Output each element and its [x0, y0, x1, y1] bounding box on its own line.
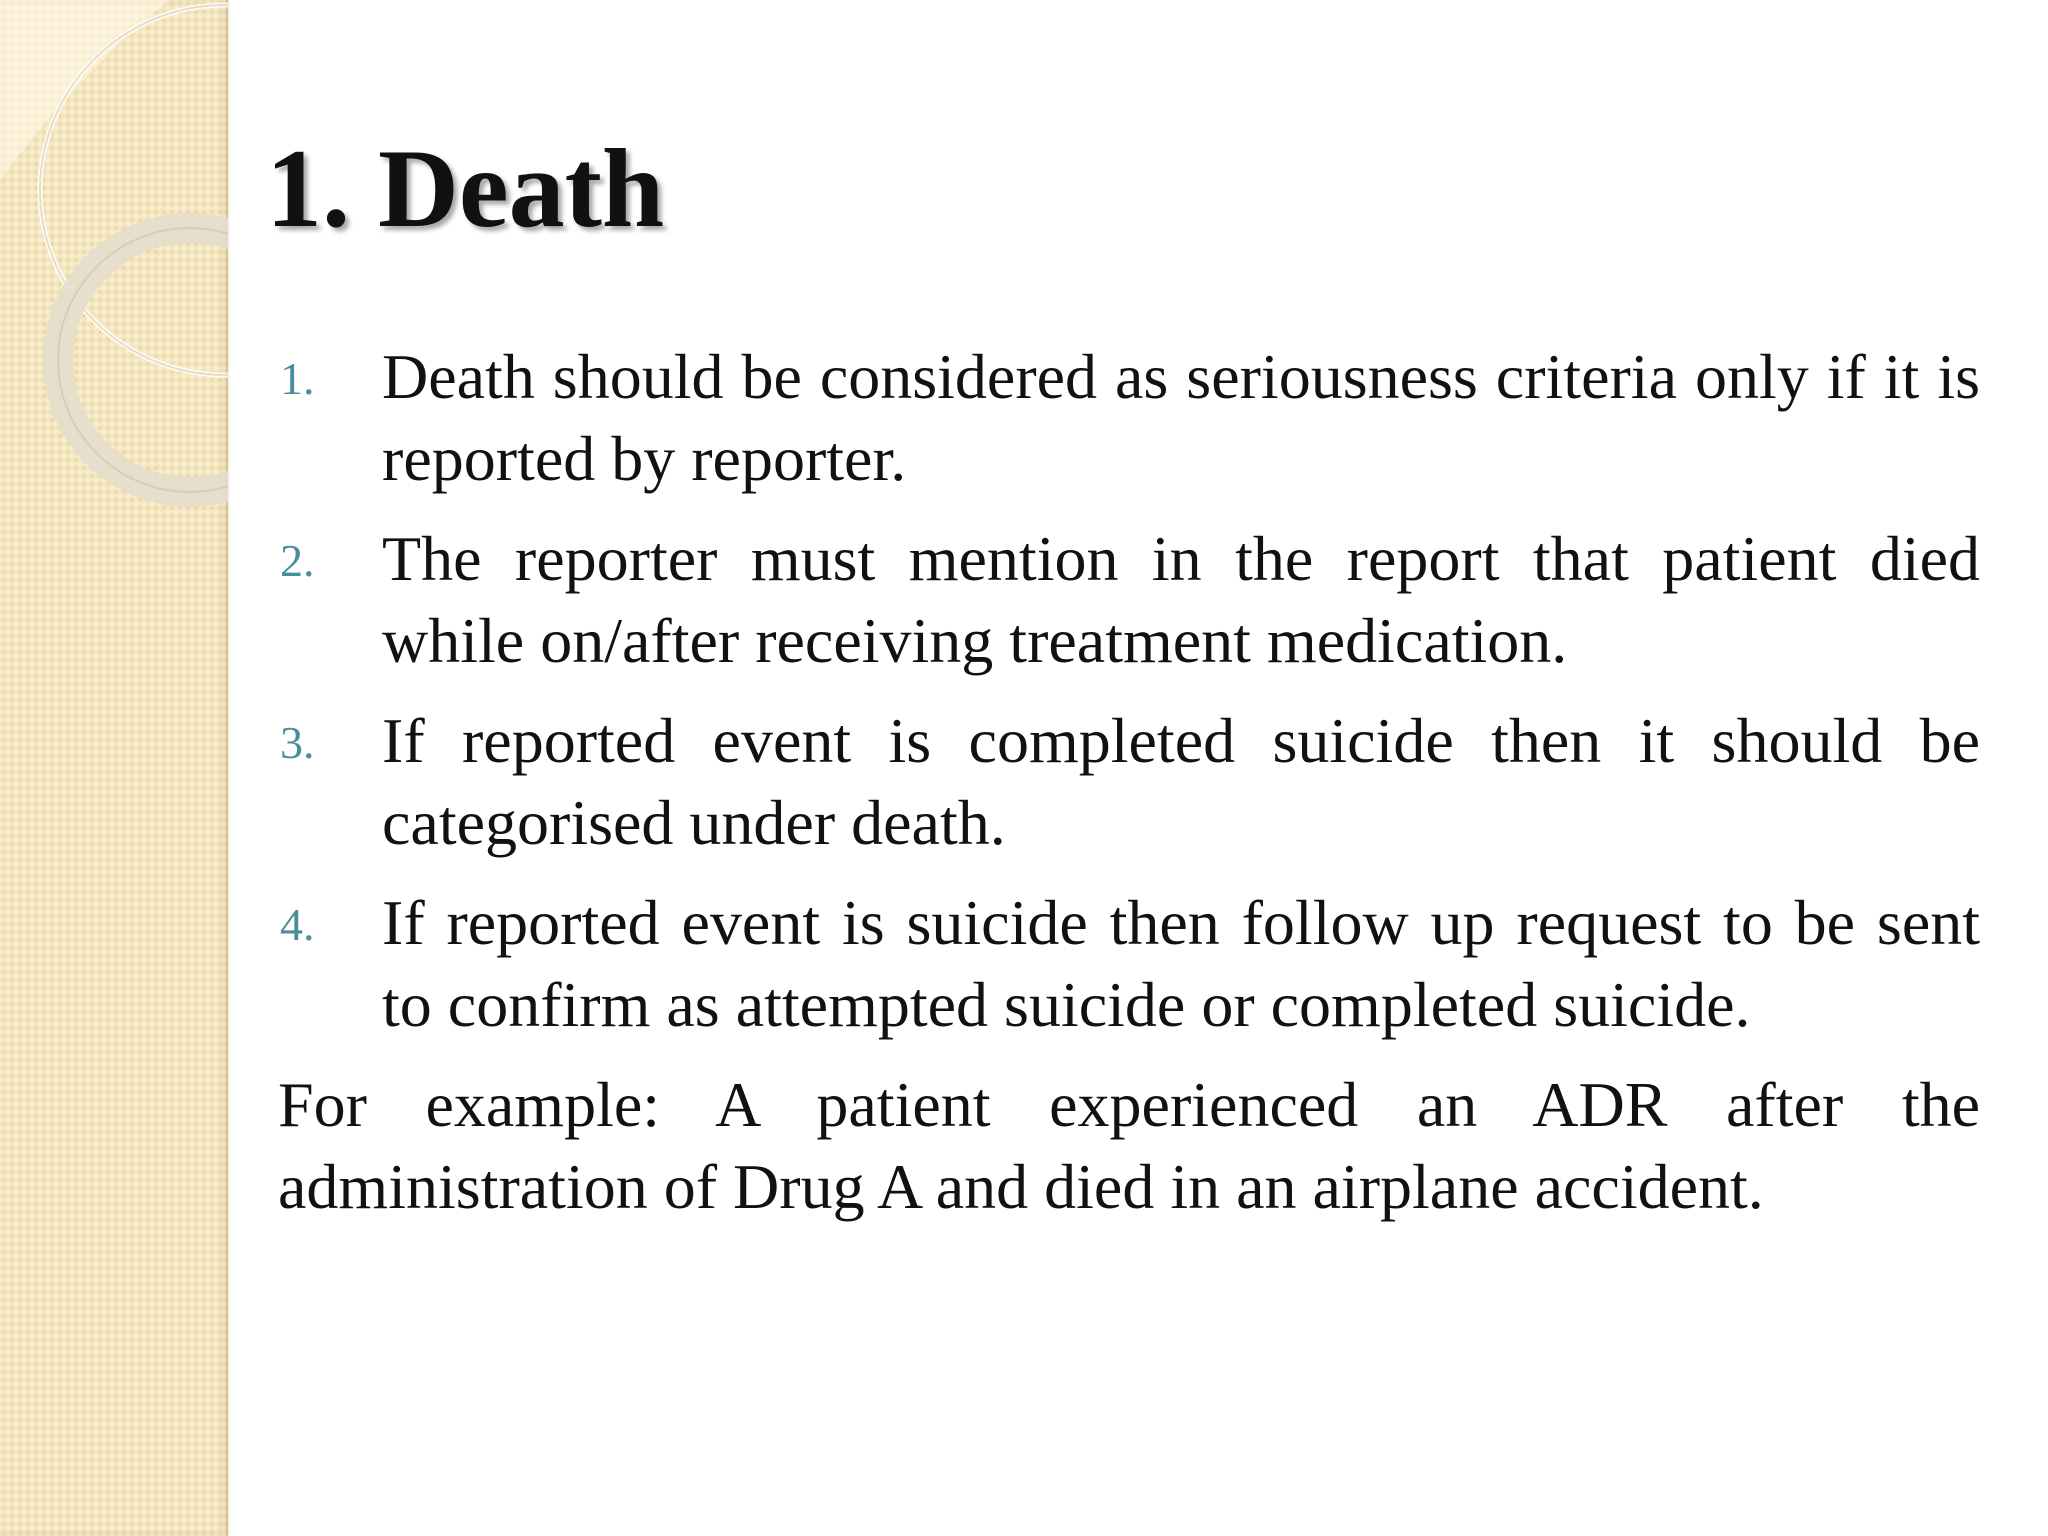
list-item [278, 700, 1980, 864]
list-item [278, 882, 1980, 1046]
list-item-text: Death should be considered as seriousness criteria only if it is reported by reporter. [382, 341, 1980, 494]
list-item [278, 518, 1980, 682]
slide-title: 1. Death [266, 127, 665, 251]
list-item-text: If reported event is suicide then follow up request to be sent to confirm as attempted suicide or completed suicide. [382, 887, 1980, 1040]
list-item-text: If reported event is completed suicide then it should be categorised under death. [382, 705, 1980, 858]
slide-content [278, 336, 1980, 1228]
list-item-number: 1. [280, 353, 315, 404]
criteria-list [278, 336, 1980, 1046]
list-item-text: The reporter must mention in the report that patient died while on/after receiving treatment medication. [382, 523, 1980, 676]
list-item-number: 3. [280, 717, 315, 768]
decorative-rings [0, 0, 228, 520]
list-item [278, 336, 1980, 500]
example-paragraph: For example: A patient experienced an ADR after the administration of Drug A and died in an airplane accident. [278, 1069, 1980, 1222]
list-item-number: 4. [280, 899, 315, 950]
list-item-number: 2. [280, 535, 315, 586]
